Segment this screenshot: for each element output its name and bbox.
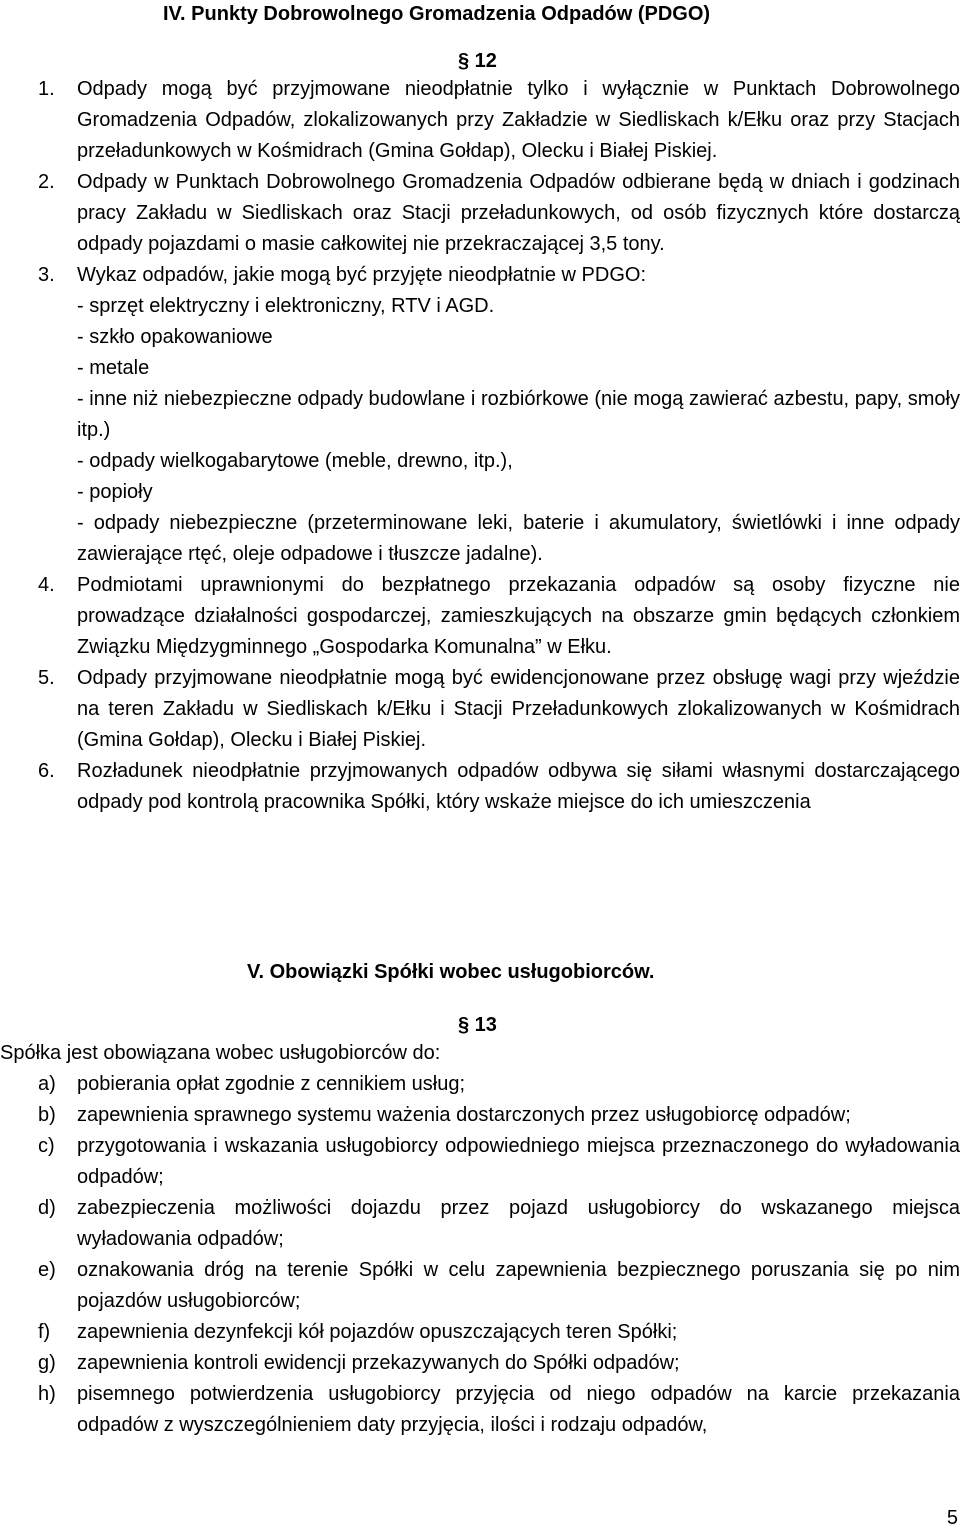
list-item <box>38 1379 960 1441</box>
obligations-intro: Spółka jest obowiązana wobec usługobiorców do: <box>0 1042 441 1064</box>
waste-type-item: - sprzęt elektryczny i elektroniczny, RTV i AGD. <box>77 295 495 317</box>
waste-types-list <box>77 291 960 570</box>
item-label: f) <box>38 1321 51 1343</box>
list-item <box>38 1131 960 1193</box>
paragraph-13-label: § 13 <box>458 1014 497 1036</box>
list-item <box>38 167 960 260</box>
item-number: 1. <box>38 78 55 100</box>
list-item <box>38 1193 960 1255</box>
item-text: Wykaz odpadów, jakie mogą być przyjęte nieodpłatnie w PDGO: <box>77 264 646 286</box>
page-number: 5 <box>946 1507 958 1529</box>
item-text: Odpady w Punktach Dobrowolnego Gromadzenia Odpadów odbierane będą w dniach i godzinach pracy Zakładu w Siedliskach oraz Stacji przeładunkowych, od osób fizycznych które dostarczą odpady pojazdami o masie całkowitej nie przekraczającej 3,5 tony. <box>77 171 960 255</box>
item-label: b) <box>38 1104 56 1126</box>
section-5-heading: V. Obowiązki Spółki wobec usługobiorców. <box>247 961 655 983</box>
list-item <box>38 1255 960 1317</box>
item-text: zapewnienia kontroli ewidencji przekazywanych do Spółki odpadów; <box>77 1352 680 1374</box>
list-item <box>38 756 960 818</box>
item-text: pobierania opłat zgodnie z cennikiem usług; <box>77 1073 466 1095</box>
item-label: g) <box>38 1352 56 1374</box>
item-text: Podmiotami uprawnionymi do bezpłatnego przekazania odpadów są osoby fizyczne nie prowadzące działalności gospodarczej, zamieszkujących na obszarze gmin będących członkiem Związku Międzygminnego „Gospodarka Komunalna” w Ełku. <box>77 574 960 658</box>
item-label: c) <box>38 1135 55 1157</box>
item-number: 3. <box>38 264 55 286</box>
item-label: a) <box>38 1073 56 1095</box>
item-label: e) <box>38 1259 56 1281</box>
item-label: h) <box>38 1383 56 1405</box>
list-item <box>38 1348 960 1379</box>
list-item <box>38 74 960 167</box>
list-item <box>38 1069 960 1100</box>
item-text: zapewnienia dezynfekcji kół pojazdów opuszczających teren Spółki; <box>77 1321 678 1343</box>
item-text: pisemnego potwierdzenia usługobiorcy przyjęcia od niego odpadów na karcie przekazania odpadów z wyszczególnieniem daty przyjęcia, ilości i rodzaju odpadów, <box>77 1383 960 1436</box>
waste-type-item: - inne niż niebezpieczne odpady budowlane i rozbiórkowe (nie mogą zawierać azbestu, papy, smoły itp.) <box>77 388 960 441</box>
list-item <box>38 1100 960 1131</box>
section-4-heading: IV. Punkty Dobrowolnego Gromadzenia Odpadów (PDGO) <box>163 3 711 25</box>
paragraph-12-label: § 12 <box>458 50 497 72</box>
waste-type-item: - odpady wielkogabarytowe (meble, drewno, itp.), <box>77 450 513 472</box>
list-item <box>38 1317 960 1348</box>
item-text: Odpady mogą być przyjmowane nieodpłatnie tylko i wyłącznie w Punktach Dobrowolnego Gromadzenia Odpadów, zlokalizowanych przy Zakładzie w Siedliskach k/Ełku oraz przy Stacjach przeładunkowych w Kośmidrach (Gmina Gołdap), Olecku i Białej Piskiej. <box>77 78 960 162</box>
item-number: 2. <box>38 171 55 193</box>
item-number: 4. <box>38 574 55 596</box>
item-text: przygotowania i wskazania usługobiorcy odpowiedniego miejsca przeznaczonego do wyładowania odpadów; <box>77 1135 960 1188</box>
waste-type-item: - metale <box>77 357 150 379</box>
waste-type-item: - szkło opakowaniowe <box>77 326 273 348</box>
waste-type-item: - odpady niebezpieczne (przeterminowane leki, baterie i akumulatory, świetlówki i inne odpady zawierające rtęć, oleje odpadowe i tłuszcze jadalne). <box>77 512 960 565</box>
item-text: Odpady przyjmowane nieodpłatnie mogą być ewidencjonowane przez obsługę wagi przy wjeździe na teren Zakładu w Siedliskach k/Ełku i Stacji Przeładunkowych zlokalizowanych w Kośmidrach (Gmina Gołdap), Olecku i Białej Piskiej. <box>77 667 960 751</box>
item-number: 6. <box>38 760 55 782</box>
item-label: d) <box>38 1197 56 1219</box>
list-item <box>38 663 960 756</box>
list-item <box>38 260 960 570</box>
item-number: 5. <box>38 667 55 689</box>
pdgo-rules-list <box>38 74 960 818</box>
list-item <box>38 570 960 663</box>
item-text: Rozładunek nieodpłatnie przyjmowanych odpadów odbywa się siłami własnymi dostarczającego odpady pod kontrolą pracownika Spółki, który wskaże miejsce do ich umieszczenia <box>77 760 960 813</box>
item-text: oznakowania dróg na terenie Spółki w celu zapewnienia bezpiecznego poruszania się po nim pojazdów usługobiorców; <box>77 1259 960 1312</box>
item-text: zapewnienia sprawnego systemu ważenia dostarczonych przez usługobiorcę odpadów; <box>77 1104 851 1126</box>
obligations-list <box>38 1069 960 1441</box>
item-content <box>77 260 960 570</box>
waste-type-item: - popioły <box>77 481 153 503</box>
item-text: zabezpieczenia możliwości dojazdu przez pojazd usługobiorcy do wskazanego miejsca wyładowania odpadów; <box>77 1197 960 1250</box>
